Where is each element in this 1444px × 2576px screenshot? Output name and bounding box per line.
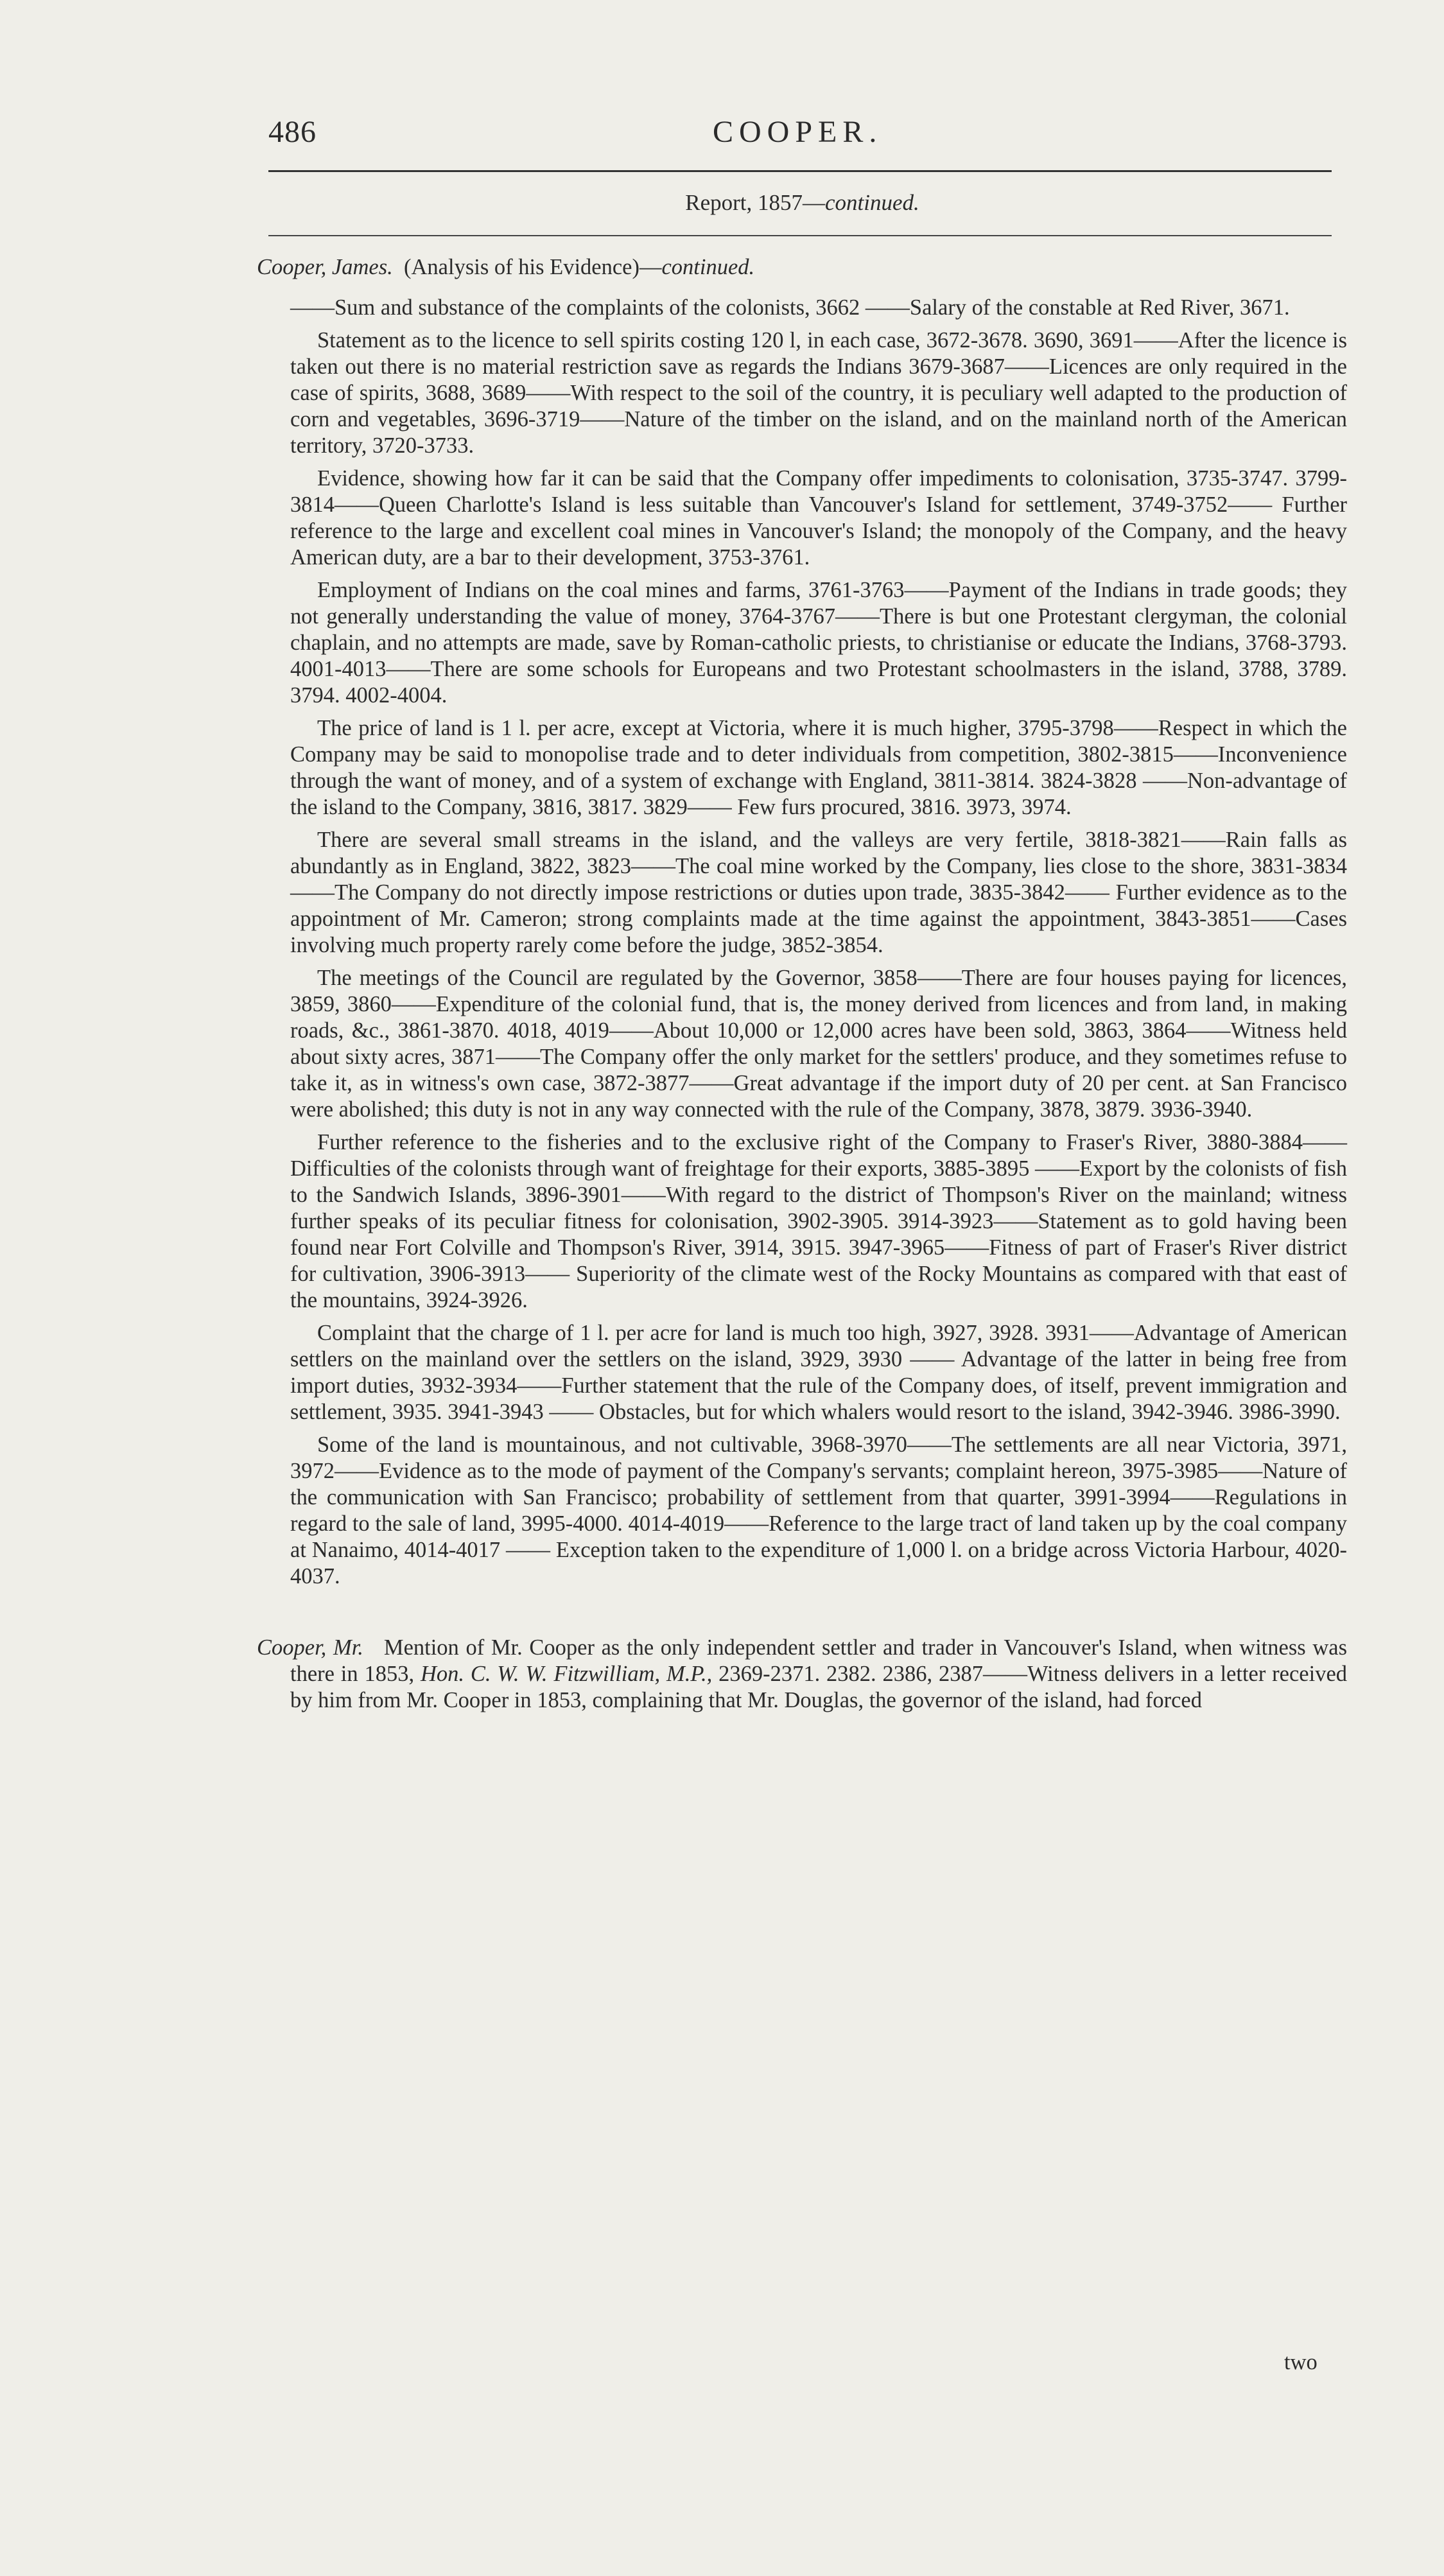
evidence-paragraph: There are several small streams in the island, and the valleys are very fertile, 3818-3821——Rain falls as abundantly as in England, 3822, 3823——The coal mine worked by the Company, lies close to the shore, 3831-3834 ——The Company do not directly impose restrictions or duties upon trade, 3835-3842—— Further evidence as to the appointment of Mr. Cameron; strong complaints made at the time against the appointment, 3843-3851——Cases involving much property rarely come before the judge, 3852-3854. <box>290 828 1347 957</box>
index-body <box>257 254 1347 1736</box>
report-subheading-text: Report, 1857— <box>685 190 825 215</box>
evidence-paragraph: The meetings of the Council are regulated by the Governor, 3858——There are four houses paying for licences, 3859, 3860——Expenditure of the colonial fund, that is, the money derived from licences and from land, in making roads, &c., 3861-3870. 4018, 4019——About 10,000 or 12,000 acres have been sold, 3863, 3864——Witness held about sixty acres, 3871——The Company offer the only market for the settlers' produce, and they sometimes refuse to take it, as in witness's own case, 3872-3877——Great advantage if the import duty of 20 per cent. at San Francisco were abolished; this duty is not in any way connected with the rule of the Company, 3878, 3879. 3936-3940. <box>290 966 1347 1122</box>
entry-name: Cooper, James. <box>257 255 393 279</box>
report-subheading <box>0 190 1444 216</box>
evidence-paragraph: Employment of Indians on the coal mines and farms, 3761-3763——Payment of the Indians in trade goods; they not generally understanding the value of money, 3764-3767——There is but one Protestant clergyman, the colonial chaplain, and no attempts are made, save by Roman-catholic priests, to christianise or educate the Indians, 3768-3793. 4001-4013——There are some schools for Europeans and two Protestant schoolmasters in the island, 3788, 3789. 3794. 4002-4004. <box>290 578 1347 708</box>
evidence-paragraph: ——Sum and substance of the complaints of the colonists, 3662 ——Salary of the constable at Red River, 3671. <box>290 295 1290 320</box>
catchword: two <box>1284 2350 1318 2374</box>
entry-text: Mention of Mr. Cooper as the only independent settler and trader in Vancouver's Island, when witness was there in 1853, <box>290 1635 1347 1686</box>
report-subheading-continued: continued. <box>824 190 919 215</box>
running-head: COOPER. <box>713 115 883 149</box>
page-number: 486 <box>268 115 317 149</box>
entry-analysis-label: (Analysis of his Evidence)— <box>404 255 662 279</box>
entry-continued-label: continued. <box>661 255 755 279</box>
evidence-paragraph: Further reference to the fisheries and to the exclusive right of the Company to Fraser's River, 3880-3884——Difficulties of the colonists through want of freightage for their exports, 3885-3895 ——Export by the colonists of fish to the Sandwich Islands, 3896-3901——With regard to the district of Thompson's River on the mainland; witness further speaks of its peculiar fitness for colonisation, 3902-3905. 3914-3923——Statement as to gold having been found near Fort Colville and Thompson's River, 3914, 3915. 3947-3965——Fitness of part of Fraser's River district for cultivation, 3906-3913—— Superiority of the climate west of the Rocky Mountains as compared with that east of the mountains, 3924-3926. <box>290 1130 1347 1312</box>
header-rule <box>268 170 1332 172</box>
entry-name: Cooper, Mr. <box>257 1635 363 1660</box>
subheading-rule <box>268 235 1332 236</box>
witness-name: Hon. C. W. W. Fitzwilliam, M.P., <box>420 1662 713 1686</box>
entry-text-continued: 2369-2371. 2382. 2386, 2387——Witness delivers in a letter received by him from Mr. Cooper in 1853, complaining that Mr. Douglas, the governor of the island, had forced <box>290 1662 1348 1712</box>
evidence-paragraph: Complaint that the charge of 1 l. per acre for land is much too high, 3927, 3928. 3931——Advantage of American settlers on the mainland over the settlers on the island, 3929, 3930 —— Advantage of the latter in being free from import duties, 3932-3934——Further statement that the rule of the Company does, of itself, prevent immigration and settlement, 3935. 3941-3943 —— Obstacles, but for which whalers would resort to the island, 3942-3946. 3986-3990. <box>290 1321 1347 1424</box>
evidence-paragraph: Some of the land is mountainous, and not cultivable, 3968-3970——The settlements are all near Victoria, 3971, 3972——Evidence as to the mode of payment of the Company's servants; complaint hereon, 3975-3985——Nature of the communication with San Francisco; probability of settlement from that quarter, 3991-3994——Regulations in regard to the sale of land, 3995-4000. 4014-4019——Reference to the large tract of land taken up by the coal company at Nanaimo, 4014-4017 —— Exception taken to the expenditure of 1,000 l. on a bridge across Victoria Harbour, 4020-4037. <box>290 1432 1347 1588</box>
evidence-paragraph: The price of land is 1 l. per acre, except at Victoria, where it is much higher, 3795-3798——Respect in which the Company may be said to monopolise trade and to deter individuals from competition, 3802-3815——Inconvenience through the want of money, and of a system of exchange with England, 3811-3814. 3824-3828 ——Non-advantage of the island to the Company, 3816, 3817. 3829—— Few furs procured, 3816. 3973, 3974. <box>290 716 1347 819</box>
evidence-paragraph: Statement as to the licence to sell spirits costing 120 l, in each case, 3672-3678. 3690, 3691——After the licence is taken out there is no material restriction save as regards the Indians 3679-3687——Licences are only required in the case of spirits, 3688, 3689——With respect to the soil of the country, it is peculiary well adapted to the production of corn and vegetables, 3696-3719——Nature of the timber on the island, and on the mainland north of the American territory, 3720-3733. <box>290 328 1347 458</box>
evidence-paragraph: Evidence, showing how far it can be said that the Company offer impediments to colonisation, 3735-3747. 3799-3814——Queen Charlotte's Island is less suitable than Vancouver's Island for settlement, 3749-3752—— Further reference to the large and excellent coal mines in Vancouver's Island; the monopoly of the Company, and the heavy American duty, are a bar to their development, 3753-3761. <box>290 466 1347 570</box>
entry-cooper-mr <box>257 1635 1347 1714</box>
entry-heading-cooper-james <box>257 254 1347 281</box>
